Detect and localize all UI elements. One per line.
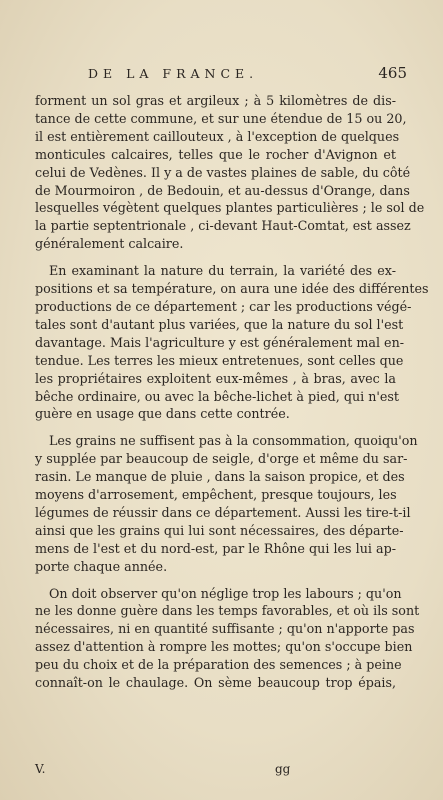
text-line: On doit observer qu'on néglige trop les labours ; qu'on <box>49 585 402 601</box>
paragraph <box>35 585 420 692</box>
page-number: 465 <box>378 64 407 82</box>
text-line: porte chaque année. <box>35 558 168 574</box>
text-line: y supplée par beaucoup de seigle, d'orge et même du sar- <box>35 451 408 467</box>
text-line: positions et sa température, on aura une idée des différentes <box>35 281 429 297</box>
text-line: bêche ordinaire, ou avec la bêche-lichet à pied, qui n'est <box>35 388 400 404</box>
text-line: monticules calcaires, telles que le rocher d'Avignon et <box>35 146 396 162</box>
text-line: ne les donne guère dans les temps favorables, et où ils sont <box>35 603 420 619</box>
text-line: moyens d'arrosement, empêchent, presque toujours, les <box>35 487 397 503</box>
text-line: En examinant la nature du terrain, la variété des ex- <box>49 263 396 279</box>
text-line: les propriétaires exploitent eux-mêmes , à bras, avec la <box>35 370 396 386</box>
text-line: tendue. Les terres les mieux entretenues, sont celles que <box>35 352 404 368</box>
text-line: peu du choix et de la préparation des semences ; à peine <box>35 657 402 673</box>
text-line: productions de ce département ; car les productions végé- <box>35 298 412 314</box>
text-line: forment un sol gras et argileux ; à 5 kilomètres de dis- <box>35 93 396 108</box>
text-line: davantage. Mais l'agriculture y est généralement mal en- <box>35 334 405 350</box>
text-line: assez d'attention à rompre les mottes; qu'on s'occupe bien <box>35 639 413 655</box>
text-line: de Mourmoiron , de Bedouin, et au-dessus d'Orange, dans <box>35 182 410 198</box>
text-line: légumes de réussir dans ce département. Aussi les tire-t-il <box>35 504 411 520</box>
running-head: DE LA FRANCE. <box>88 66 259 81</box>
text-line: rasin. Le manque de pluie , dans la saison propice, et des <box>35 469 405 485</box>
text-line: ainsi que les grains qui lui sont nécessaires, des départe- <box>35 522 404 538</box>
text-line: nécessaires, ni en quantité suffisante ; qu'on n'apporte pas <box>35 621 415 637</box>
text-line: lesquelles végètent quelques plantes particulières ; le sol de <box>35 200 425 216</box>
body-text <box>35 92 429 701</box>
paragraph <box>35 432 418 575</box>
text-line: mens de l'est et du nord-est, par le Rhône qui les lui ap- <box>35 540 396 556</box>
text-line: la partie septentrionale , ci-devant Haut-Comtat, est assez <box>35 218 411 234</box>
text-line: celui de Vedènes. Il y a de vastes plaines de sable, du côté <box>35 164 411 180</box>
text-line: généralement calcaire. <box>35 236 184 252</box>
signature-mark: V. <box>35 762 46 776</box>
text-line: connaît-on le chaulage. On sème beaucoup trop épais, <box>35 675 396 691</box>
page-footer <box>35 762 396 782</box>
text-line: il est entièrement caillouteux , à l'exception de quelques <box>35 128 400 144</box>
text-line: guère en usage que dans cette contrée. <box>35 406 290 422</box>
page-header <box>88 66 407 86</box>
paragraph <box>35 262 429 423</box>
paragraph <box>35 92 425 253</box>
signature-number: gg <box>275 762 291 776</box>
text-line: tance de cette commune, et sur une étendue de 15 ou 20, <box>35 110 407 126</box>
text-line: Les grains ne suffisent pas à la consommation, quoiqu'on <box>49 433 418 449</box>
text-line: tales sont d'autant plus variées, que la nature du sol l'est <box>35 316 404 332</box>
